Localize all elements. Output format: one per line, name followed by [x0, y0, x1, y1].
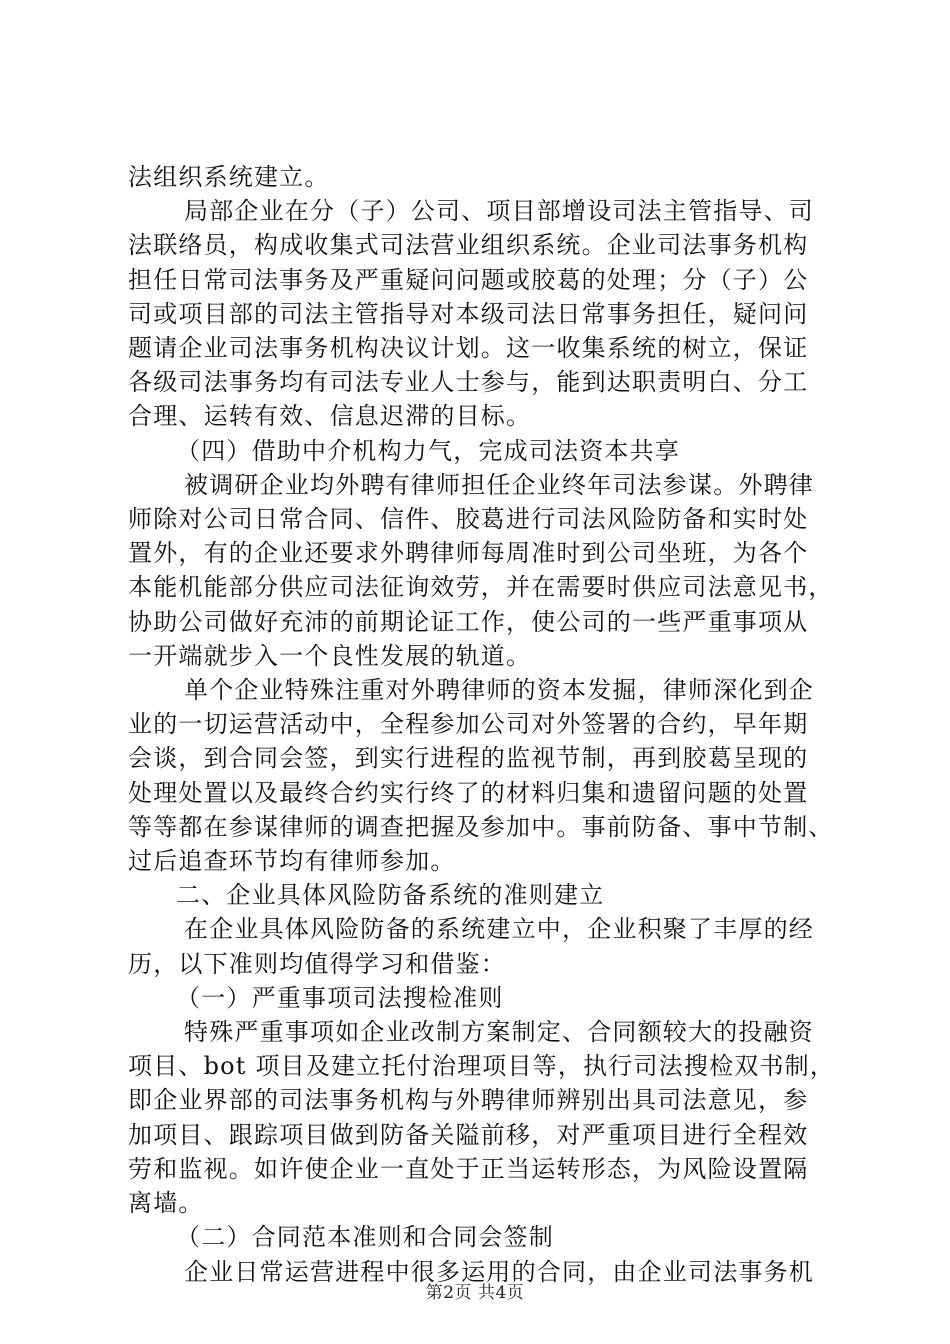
text-line: 置外，有的企业还要求外聘律师每周准时到公司坐班，为各个	[128, 539, 809, 568]
text-line: 项目、bot 项目及建立托付治理项目等，执行司法搜检双书制，	[128, 1052, 836, 1081]
text-line: 加项目、跟踪项目做到防备关隘前移，对严重项目进行全程效	[128, 1120, 809, 1149]
text-line: 历，以下准则均值得学习和借鉴：	[128, 949, 506, 978]
page-footer: 第2页 共4页	[425, 1283, 525, 1303]
text-line: 离墙。	[128, 1189, 204, 1218]
text-line: 合理、运转有效、信息迟滞的目标。	[128, 402, 532, 431]
text-line: 在企业具体风险防备的系统建立中，企业积聚了丰厚的经	[184, 915, 814, 944]
section-heading: 二、企业具体风险防备系统的准则建立	[176, 881, 605, 910]
text-line: 单个企业特殊注重对外聘律师的资本发掘，律师深化到企	[184, 676, 814, 705]
text-line: 一开端就步入一个良性发展的轨道。	[128, 641, 532, 670]
text-line: 协助公司做好充沛的前期论证工作，使公司的一些严重事项从	[128, 607, 809, 636]
text-line: 会谈，到合同会签，到实行进程的监视节制，再到胶葛呈现的	[128, 744, 809, 773]
text-line: 过后追查环节均有律师参加。	[128, 847, 456, 876]
text-line: 等等都在参谋律师的调查把握及参加中。事前防备、事中节制、	[128, 812, 834, 841]
text-line: 司或项目部的司法主管指导对本级司法日常事务担任，疑问问	[128, 299, 809, 328]
text-line: 即企业界部的司法事务机构与外聘律师辨别出具司法意见，参	[128, 1086, 809, 1115]
section-heading: （四）借助中介机构力气，完成司法资本共享	[176, 436, 680, 465]
text-line: 题请企业司法事务机构决议计划。这一收集系统的树立，保证	[128, 334, 809, 363]
text-line: 劳和监视。如许使企业一直处于正当运转形态，为风险设置隔	[128, 1154, 809, 1183]
text-line: 法组织系统建立。	[128, 163, 330, 191]
text-line: 处理处置以及最终合约实行终了的材料归集和遗留问题的处置	[128, 778, 809, 807]
text-line: 师除对公司日常合同、信件、胶葛进行司法风险防备和实时处	[128, 505, 809, 534]
text-line: 局部企业在分（子）公司、项目部增设司法主管指导、司	[184, 197, 814, 226]
text-line: 特殊严重事项如企业改制方案制定、合同额较大的投融资	[184, 1018, 814, 1047]
text-line: 担任日常司法事务及严重疑问问题或胶葛的处理；分（子）公	[128, 265, 809, 294]
text-line: 本能机能部分供应司法征询效劳，并在需要时供应司法意见书，	[128, 573, 834, 602]
section-heading: （二）合同范本准则和合同会签制	[176, 1223, 554, 1252]
text-line: 业的一切运营活动中，全程参加公司对外签署的合约，早年期	[128, 710, 809, 739]
section-heading: （一）严重事项司法搜检准则	[176, 983, 504, 1012]
text-line: 法联络员，构成收集式司法营业组织系统。企业司法事务机构	[128, 231, 809, 260]
text-line: 各级司法事务均有司法专业人士参与，能到达职责明白、分工	[128, 368, 809, 397]
text-line: 企业日常运营进程中很多运用的合同，由企业司法事务机	[184, 1257, 814, 1286]
text-line: 被调研企业均外聘有律师担任企业终年司法参谋。外聘律	[184, 470, 814, 499]
document-body	[128, 160, 836, 1289]
